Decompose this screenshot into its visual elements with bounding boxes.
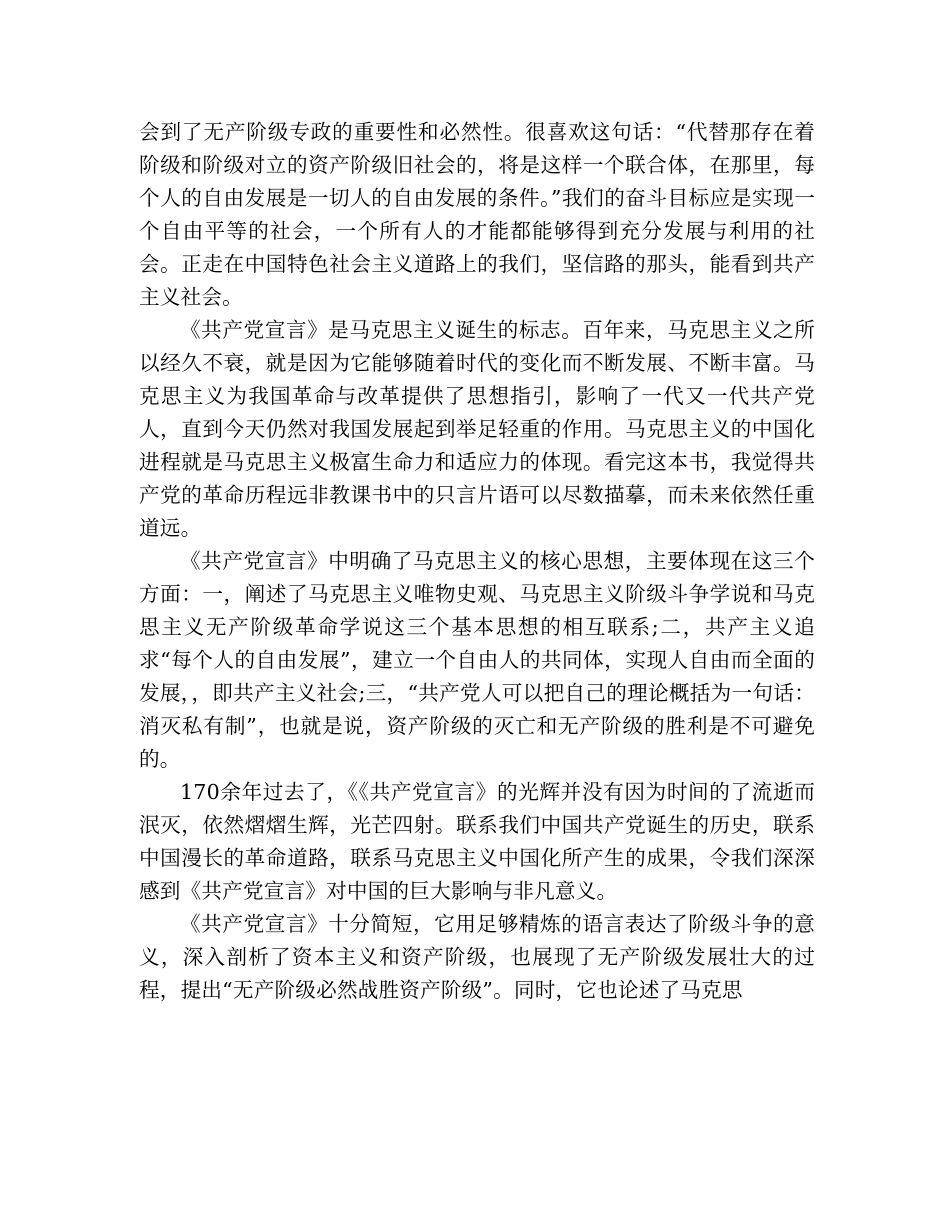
paragraph-4: 170余年过去了，《《共产党宣言》的光辉并没有因为时间的了流逝而泯灭，依然熠熠生辉，光芒四射。联系我们中国共产党诞生的历史，联系中国漫长的革命道路，联系马克思主义中国化所产生的成果，令我们深深感到《共产党宣言》对中国的巨大影响与非凡意义。 [139,780,815,903]
paragraph-2: 《共产党宣言》是马克思主义诞生的标志。百年来，马克思主义之所以经久不衰，就是因为它能够随着时代的变化而不断发展、不断丰富。马克思主义为我国革命与改革提供了思想指引，影响了一代又一代共产党人，直到今天仍然对我国发展起到举足轻重的作用。马克思主义的中国化进程就是马克思主义极富生命力和适应力的体现。看完这本书，我觉得共产党的革命历程远非教课书中的只言片语可以尽数描摹，而未来依然任重道远。 [139,318,815,540]
paragraph-1: 会到了无产阶级专政的重要性和必然性。很喜欢这句话：“代替那存在着阶级和阶级对立的资产阶级旧社会的，将是这样一个联合体，在那里，每个人的自由发展是一切人的自由发展的条件。”我们的奋斗目标应是实现一个自由平等的社会，一个所有人的才能都能够得到充分发展与利用的社会。正走在中国特色社会主义道路上的我们，坚信路的那头，能看到共产主义社会。 [139,120,815,309]
document-body [139,116,815,1007]
paragraph-5: 《共产党宣言》十分简短，它用足够精炼的语言表达了阶级斗争的意义，深入剖析了资本主义和资产阶级，也展现了无产阶级发展壮大的过程，提出“无产阶级必然战胜资产阶级”。同时，它也论述了马克思 [139,912,815,1002]
paragraph-3: 《共产党宣言》中明确了马克思主义的核心思想，主要体现在这三个方面：一，阐述了马克思主义唯物史观、马克思主义阶级斗争学说和马克思主义无产阶级革命学说这三个基本思想的相互联系;二，共产主义追求“每个人的自由发展”，建立一个自由人的共同体，实现人自由而全面的发展，，即共产主义社会;三，“共产党人可以把自己的理论概括为一句话：消灭私有制”，也就是说，资产阶级的灭亡和无产阶级的胜利是不可避免的。 [139,549,815,771]
